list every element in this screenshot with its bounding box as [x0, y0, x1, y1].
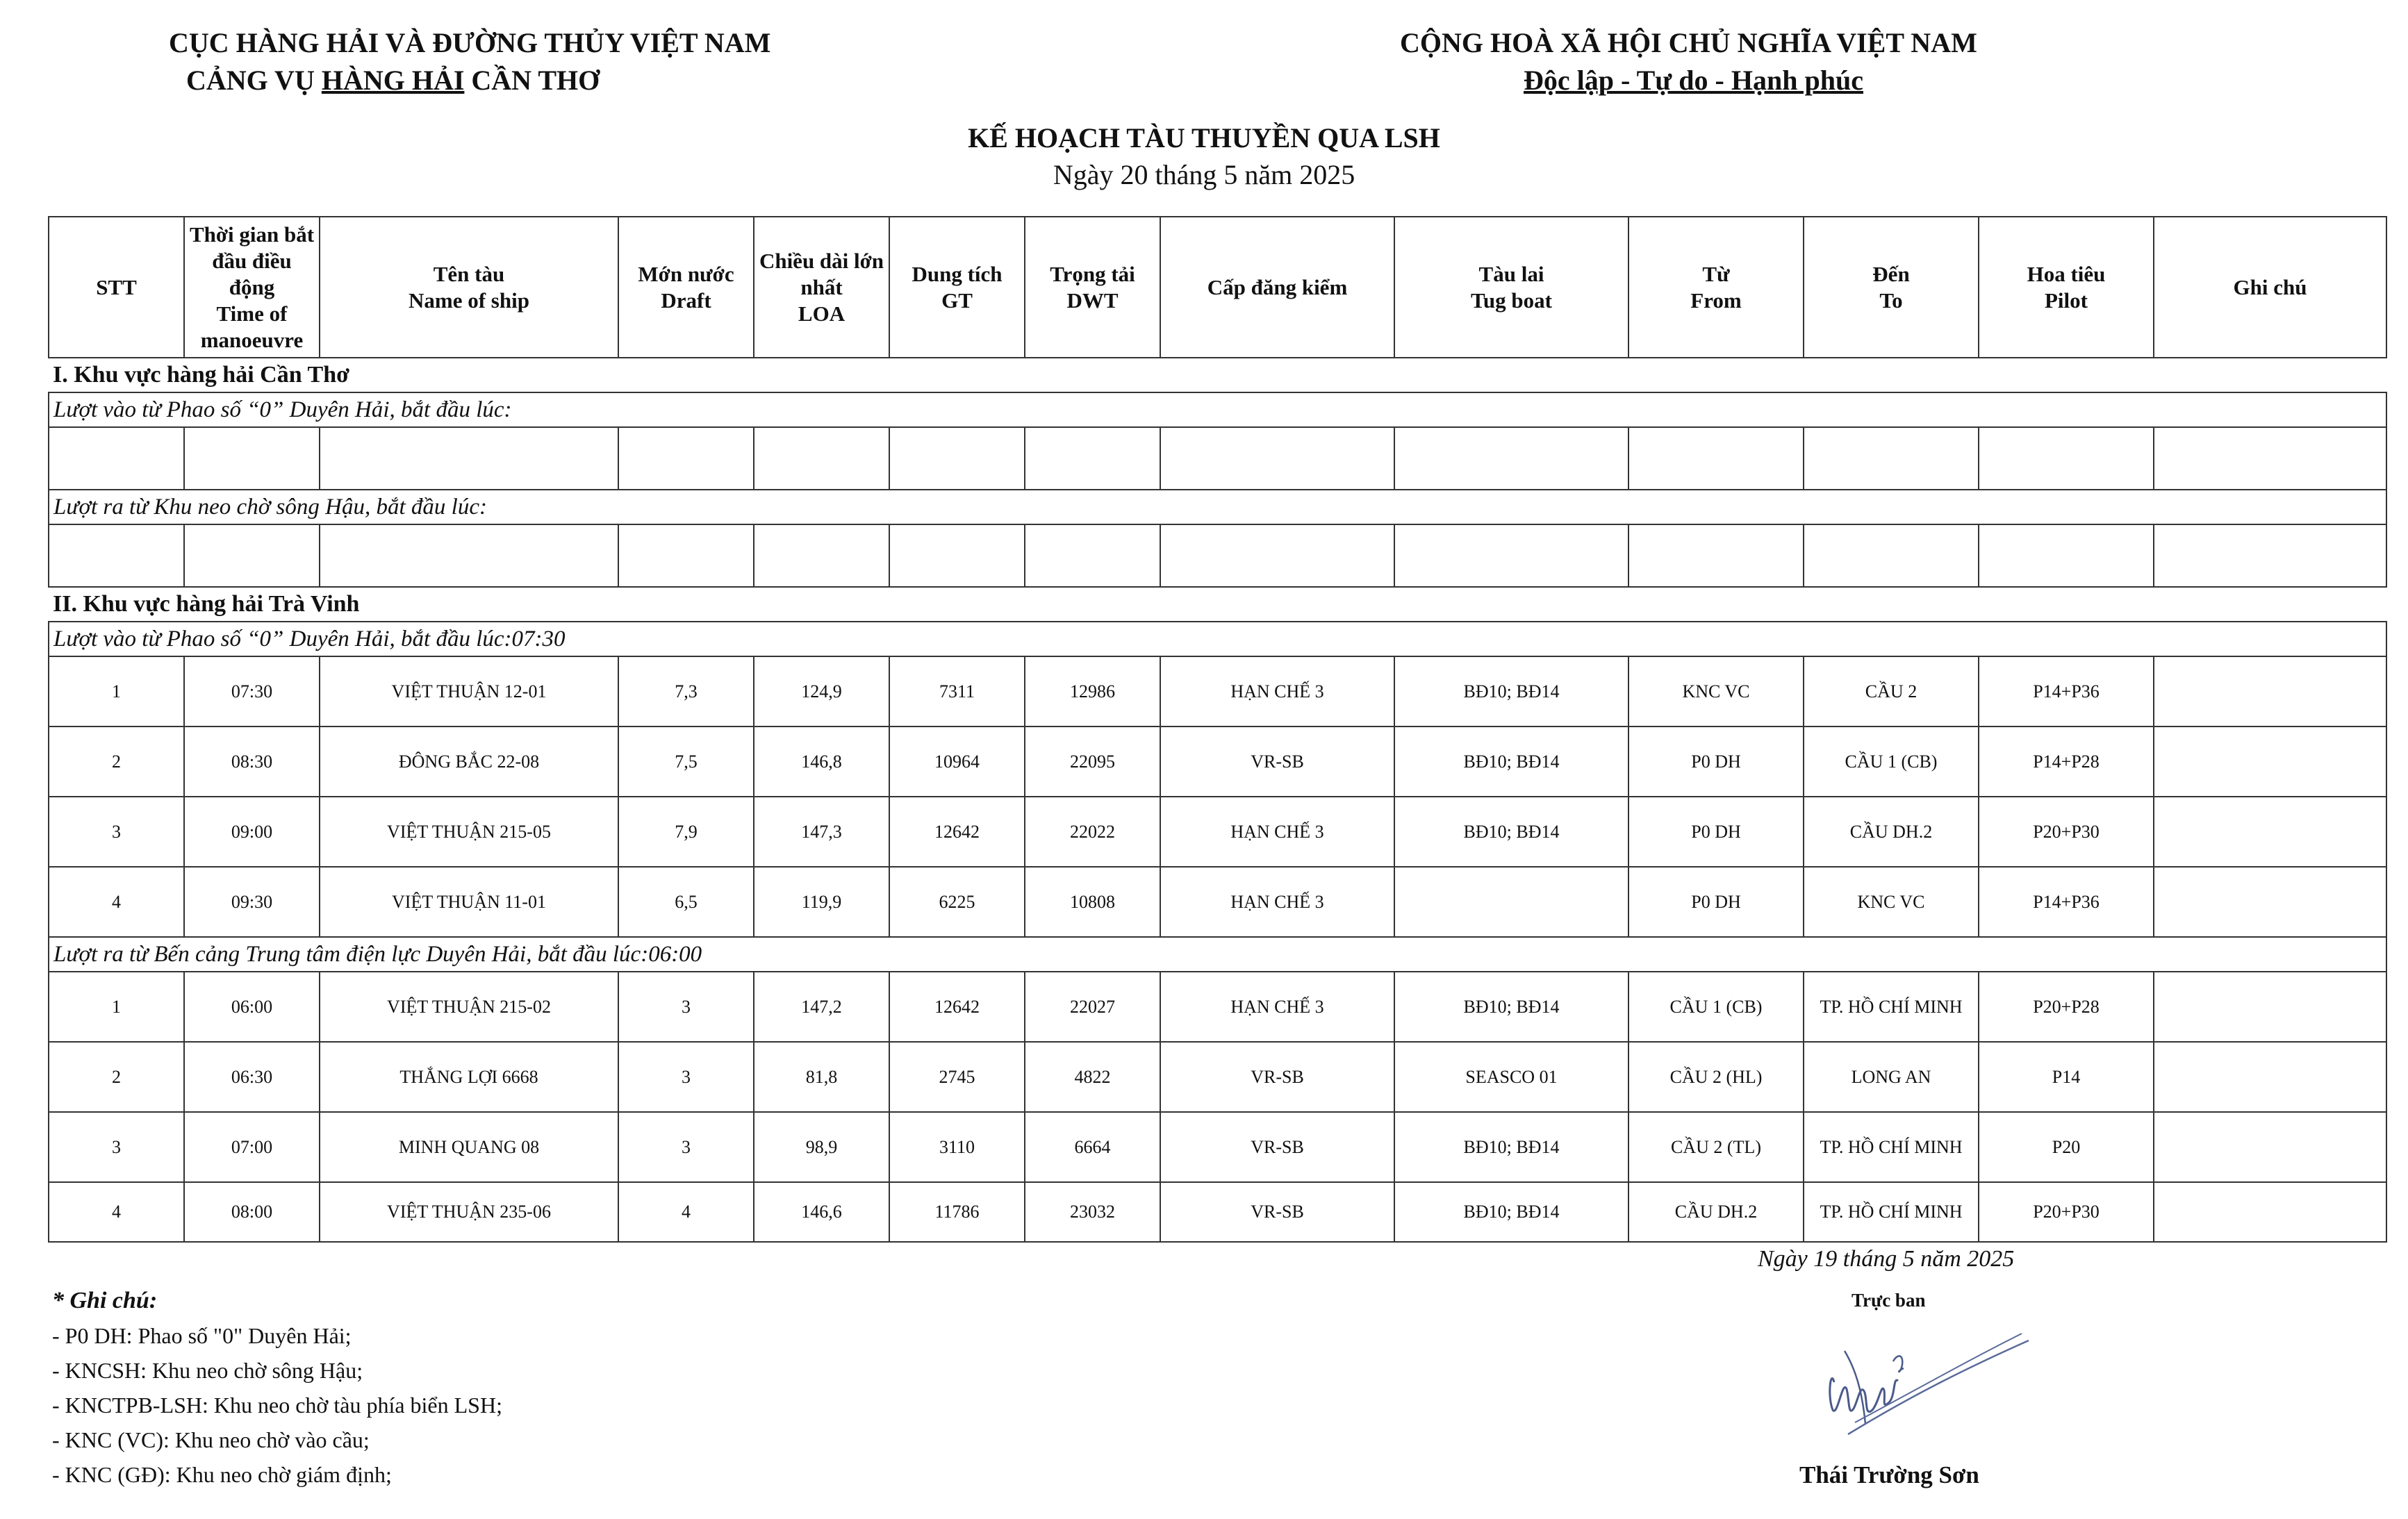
empty-row [49, 427, 2386, 490]
empty-cell [618, 427, 754, 490]
table-cell: 4 [49, 867, 184, 937]
transit-group-row [49, 937, 2386, 972]
document-date: Ngày 20 tháng 5 năm 2025 [1053, 159, 1355, 190]
empty-cell [1628, 524, 1804, 587]
table-cell: 6,5 [618, 867, 754, 937]
column-header-line: manoeuvre [200, 327, 304, 352]
table-cell: P0 DH [1628, 727, 1804, 797]
column-header-line: STT [96, 274, 137, 299]
ship-schedule-table [48, 216, 2387, 1243]
table-cell: 4 [49, 1182, 184, 1242]
column-header-line: Từ [1702, 261, 1730, 286]
table-cell: 1 [49, 972, 184, 1042]
table-cell: 06:00 [184, 972, 320, 1042]
empty-cell [184, 524, 320, 587]
column-header-line: Đến [1872, 261, 1910, 286]
table-cell: HẠN CHẾ 3 [1160, 867, 1394, 937]
table-cell: VR-SB [1160, 1112, 1394, 1182]
table-cell: CẦU 1 (CB) [1628, 972, 1804, 1042]
table-header-row [49, 217, 2386, 358]
column-header [2154, 217, 2386, 358]
table-cell: 6225 [889, 867, 1025, 937]
table-cell: 146,6 [754, 1182, 889, 1242]
table-cell: 08:30 [184, 727, 320, 797]
table-cell: 10808 [1025, 867, 1160, 937]
column-header [889, 217, 1025, 358]
empty-cell [49, 427, 184, 490]
table-cell: TP. HỒ CHÍ MINH [1804, 1182, 1979, 1242]
table-cell: 2 [49, 1042, 184, 1112]
empty-cell [1394, 524, 1628, 587]
handwritten-signature [1806, 1313, 2036, 1445]
table-cell: VR-SB [1160, 1182, 1394, 1242]
note-item: - P0 DH: Phao số "0" Duyên Hải; [52, 1323, 352, 1348]
table-cell: 22095 [1025, 727, 1160, 797]
column-header-line: Dung tích [912, 261, 1003, 286]
table-cell: VIỆT THUẬN 215-05 [320, 797, 618, 867]
table-cell: 22027 [1025, 972, 1160, 1042]
column-header-line: Hoa tiêu [2027, 261, 2106, 286]
table-cell: 12986 [1025, 656, 1160, 727]
table-cell: ĐÔNG BẮC 22-08 [320, 727, 618, 797]
section-title: II. Khu vực hàng hải Trà Vinh [49, 587, 2386, 622]
table-cell: P20 [1979, 1112, 2154, 1182]
table-cell: 2745 [889, 1042, 1025, 1112]
table-cell: VIỆT THUẬN 11-01 [320, 867, 618, 937]
column-header-line: Tug boat [1471, 288, 1552, 313]
table-cell: 7311 [889, 656, 1025, 727]
table-cell: 147,2 [754, 972, 889, 1042]
table-cell: BĐ10; BĐ14 [1394, 797, 1628, 867]
table-cell: P20+P30 [1979, 797, 2154, 867]
table-row [49, 1112, 2386, 1182]
column-header-line: Draft [661, 288, 711, 313]
table-cell [2154, 1182, 2386, 1242]
port-authority-name [186, 64, 600, 97]
column-header-line: Name of ship [409, 288, 529, 313]
note-item: - KNC (VC): Khu neo chờ vào cầu; [52, 1427, 370, 1452]
note-item: - KNCSH: Khu neo chờ sông Hậu; [52, 1358, 363, 1383]
table-cell: TP. HỒ CHÍ MINH [1804, 1112, 1979, 1182]
table-cell [2154, 867, 2386, 937]
table-cell: SEASCO 01 [1394, 1042, 1628, 1112]
table-cell: CẦU DH.2 [1628, 1182, 1804, 1242]
notes-heading: * Ghi chú: [52, 1288, 158, 1313]
empty-cell [1804, 524, 1979, 587]
column-header-line: Mớn nước [638, 261, 734, 286]
column-header-line: Tàu lai [1478, 261, 1544, 286]
table-cell: MINH QUANG 08 [320, 1112, 618, 1182]
table-row [49, 727, 2386, 797]
empty-cell [49, 524, 184, 587]
column-header [320, 217, 618, 358]
table-cell: 3 [49, 1112, 184, 1182]
table-cell [2154, 972, 2386, 1042]
table-cell: 3 [618, 1112, 754, 1182]
empty-cell [1804, 427, 1979, 490]
table-cell: 81,8 [754, 1042, 889, 1112]
table-cell: THẮNG LỢI 6668 [320, 1042, 618, 1112]
table-cell: 124,9 [754, 656, 889, 727]
table-cell: 08:00 [184, 1182, 320, 1242]
table-cell: P20+P28 [1979, 972, 2154, 1042]
table-cell: BĐ10; BĐ14 [1394, 972, 1628, 1042]
table-cell: P14+P28 [1979, 727, 2154, 797]
transit-group-label: Lượt ra từ Bến cảng Trung tâm điện lực Duyên Hải, bắt đầu lúc:06:00 [49, 937, 2386, 972]
table-cell: VR-SB [1160, 1042, 1394, 1112]
table-row [49, 797, 2386, 867]
column-header-line: Chiều dài lớn [759, 248, 884, 273]
table-cell: TP. HỒ CHÍ MINH [1804, 972, 1979, 1042]
table-cell: 10964 [889, 727, 1025, 797]
column-header [1160, 217, 1394, 358]
empty-cell [1025, 524, 1160, 587]
column-header-line: GT [941, 288, 973, 313]
empty-cell [1394, 427, 1628, 490]
column-header-line: Cấp đăng kiểm [1207, 274, 1348, 299]
nation-motto: Độc lập - Tự do - Hạnh phúc [1524, 65, 1863, 96]
table-cell: CẦU 2 [1804, 656, 1979, 727]
table-cell: HẠN CHẾ 3 [1160, 656, 1394, 727]
table-cell: 23032 [1025, 1182, 1160, 1242]
table-cell: VIỆT THUẬN 12-01 [320, 656, 618, 727]
table-cell: 07:30 [184, 656, 320, 727]
table-cell: KNC VC [1804, 867, 1979, 937]
table-cell: P0 DH [1628, 797, 1804, 867]
empty-cell [320, 524, 618, 587]
empty-cell [320, 427, 618, 490]
table-cell: P14 [1979, 1042, 2154, 1112]
table-cell: 22022 [1025, 797, 1160, 867]
document-title: KẾ HOẠCH TÀU THUYỀN QUA LSH [968, 122, 1440, 153]
empty-cell [184, 427, 320, 490]
nation-name: CỘNG HOÀ XÃ HỘI CHỦ NGHĨA VIỆT NAM [1400, 27, 1977, 58]
table-cell: P0 DH [1628, 867, 1804, 937]
column-header-line: From [1690, 288, 1742, 313]
column-header [618, 217, 754, 358]
table-cell: BĐ10; BĐ14 [1394, 1182, 1628, 1242]
notes-block [52, 1284, 502, 1492]
column-header [754, 217, 889, 358]
port-authority-underlined: HÀNG HẢI [321, 65, 465, 96]
column-header-line: LOA [798, 301, 846, 326]
signer-name: Thái Trường Sơn [1799, 1461, 1979, 1488]
column-header [184, 217, 320, 358]
table-cell: 12642 [889, 797, 1025, 867]
table-cell: 3 [618, 972, 754, 1042]
table-cell: VR-SB [1160, 727, 1394, 797]
empty-cell [1628, 427, 1804, 490]
table-row [49, 656, 2386, 727]
table-cell: VIỆT THUẬN 235-06 [320, 1182, 618, 1242]
section-title: I. Khu vực hàng hải Cần Thơ [49, 358, 2386, 392]
table-cell: CẦU 2 (HL) [1628, 1042, 1804, 1112]
table-cell: CẦU 2 (TL) [1628, 1112, 1804, 1182]
table-cell: BĐ10; BĐ14 [1394, 1112, 1628, 1182]
empty-cell [754, 427, 889, 490]
column-header [1804, 217, 1979, 358]
table-cell [1394, 867, 1628, 937]
table-cell: 09:00 [184, 797, 320, 867]
column-header-line: đầu điều [212, 248, 292, 273]
empty-cell [754, 524, 889, 587]
table-cell: CẦU 1 (CB) [1804, 727, 1979, 797]
table-row [49, 1182, 2386, 1242]
column-header-line: Thời gian bắt [189, 222, 315, 247]
table-cell [2154, 727, 2386, 797]
table-cell: P14+P36 [1979, 656, 2154, 727]
table-cell: LONG AN [1804, 1042, 1979, 1112]
column-header-line: DWT [1066, 288, 1119, 313]
column-header [1394, 217, 1628, 358]
table-cell: 07:00 [184, 1112, 320, 1182]
column-header-line: To [1879, 288, 1903, 313]
port-authority-prefix: CẢNG VỤ [186, 65, 322, 96]
empty-cell [2154, 427, 2386, 490]
table-cell: VIỆT THUẬN 215-02 [320, 972, 618, 1042]
column-header [1025, 217, 1160, 358]
signature-role: Trực ban [1852, 1290, 1926, 1311]
empty-cell [1979, 524, 2154, 587]
table-cell: 7,3 [618, 656, 754, 727]
agency-name: CỤC HÀNG HẢI VÀ ĐƯỜNG THỦY VIỆT NAM [169, 27, 771, 58]
table-cell [2154, 797, 2386, 867]
column-header-line: động [229, 274, 275, 299]
transit-group-label: Lượt vào từ Phao số “0” Duyên Hải, bắt đầu lúc:07:30 [49, 622, 2386, 656]
table-cell: 4 [618, 1182, 754, 1242]
transit-group-label: Lượt vào từ Phao số “0” Duyên Hải, bắt đầu lúc: [49, 392, 2386, 427]
table-cell: 12642 [889, 972, 1025, 1042]
table-cell: 1 [49, 656, 184, 727]
empty-cell [1160, 427, 1394, 490]
column-header-line: Time of [216, 301, 288, 326]
column-header-line: nhất [800, 274, 843, 299]
transit-group-row [49, 622, 2386, 656]
table-cell: 3 [49, 797, 184, 867]
table-cell: P20+P30 [1979, 1182, 2154, 1242]
table-cell: 09:30 [184, 867, 320, 937]
table-cell: BĐ10; BĐ14 [1394, 727, 1628, 797]
table-cell: 3110 [889, 1112, 1025, 1182]
column-header-line: Ghi chú [2233, 274, 2307, 299]
signature-date: Ngày 19 tháng 5 năm 2025 [1758, 1246, 2015, 1272]
table-cell: 146,8 [754, 727, 889, 797]
table-cell: 7,5 [618, 727, 754, 797]
column-header-line: Pilot [2045, 288, 2088, 313]
column-header-line: Tên tàu [433, 261, 505, 286]
table-cell: 98,9 [754, 1112, 889, 1182]
empty-cell [1025, 427, 1160, 490]
empty-cell [2154, 524, 2386, 587]
table-cell: HẠN CHẾ 3 [1160, 797, 1394, 867]
table-cell: KNC VC [1628, 656, 1804, 727]
section-row [49, 358, 2386, 392]
table-cell: CẦU DH.2 [1804, 797, 1979, 867]
port-authority-suffix: CẦN THƠ [464, 65, 600, 96]
note-item: - KNC (GĐ): Khu neo chờ giám định; [52, 1462, 392, 1487]
table-cell: 2 [49, 727, 184, 797]
empty-cell [1979, 427, 2154, 490]
column-header [49, 217, 184, 358]
table-cell [2154, 656, 2386, 727]
table-cell: 4822 [1025, 1042, 1160, 1112]
table-row [49, 867, 2386, 937]
table-cell: BĐ10; BĐ14 [1394, 656, 1628, 727]
table-cell: 6664 [1025, 1112, 1160, 1182]
table-row [49, 972, 2386, 1042]
table-cell [2154, 1042, 2386, 1112]
column-header [1979, 217, 2154, 358]
note-item: - KNCTPB-LSH: Khu neo chờ tàu phía biển LSH; [52, 1393, 502, 1418]
empty-cell [889, 524, 1025, 587]
section-row [49, 587, 2386, 622]
table-cell: P14+P36 [1979, 867, 2154, 937]
transit-group-row [49, 490, 2386, 524]
table-cell: 7,9 [618, 797, 754, 867]
empty-cell [889, 427, 1025, 490]
transit-group-label: Lượt ra từ Khu neo chờ sông Hậu, bắt đầu lúc: [49, 490, 2386, 524]
table-cell: 3 [618, 1042, 754, 1112]
empty-row [49, 524, 2386, 587]
table-cell: 119,9 [754, 867, 889, 937]
transit-group-row [49, 392, 2386, 427]
table-row [49, 1042, 2386, 1112]
column-header-line: Trọng tải [1050, 261, 1135, 286]
table-cell: 06:30 [184, 1042, 320, 1112]
empty-cell [618, 524, 754, 587]
empty-cell [1160, 524, 1394, 587]
table-cell: 147,3 [754, 797, 889, 867]
table-cell: HẠN CHẾ 3 [1160, 972, 1394, 1042]
column-header [1628, 217, 1804, 358]
table-cell [2154, 1112, 2386, 1182]
table-cell: 11786 [889, 1182, 1025, 1242]
